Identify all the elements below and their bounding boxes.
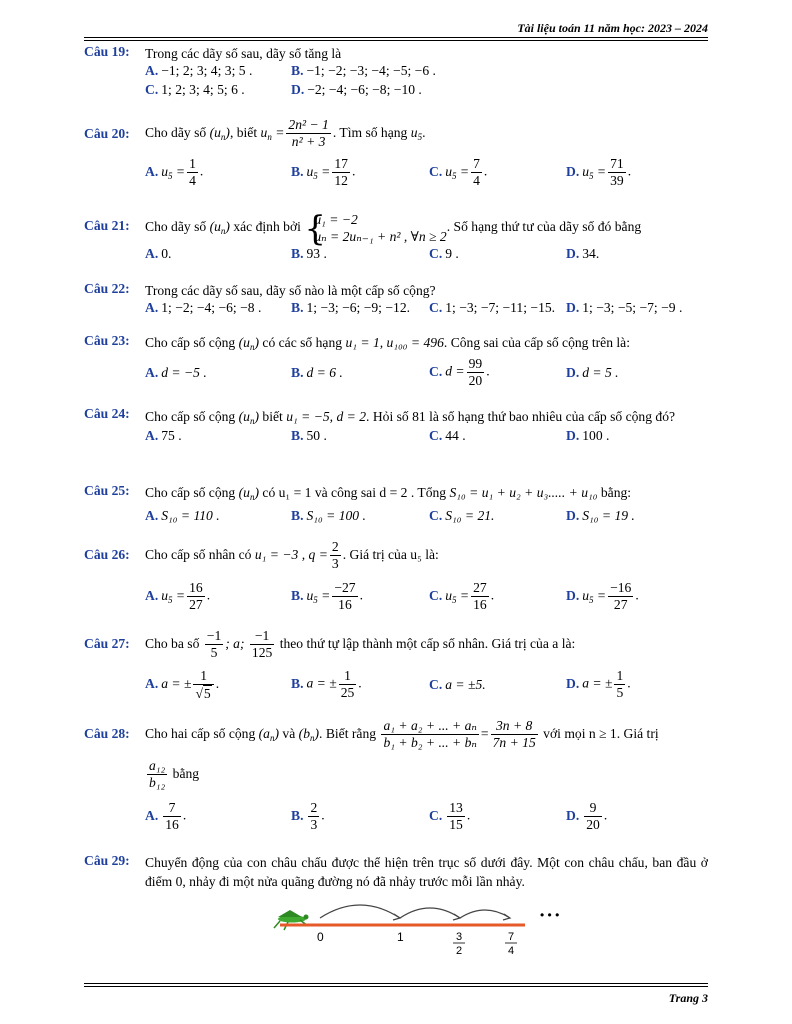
page-header xyxy=(84,18,708,40)
tick-label-7-4-num: 7 xyxy=(508,931,515,943)
question-label: Câu 22: xyxy=(84,281,130,296)
question-label: Câu 25: xyxy=(84,483,130,498)
question-label: Câu 20: xyxy=(84,126,130,141)
option-d: 71 xyxy=(610,156,624,172)
question-text: Cho cấp số nhân có u₁ = −3 , q = $\frac{2}{3}$ . Giá trị của u₅ là: xyxy=(145,539,439,572)
question-label: Câu 26: xyxy=(84,547,130,562)
jump-arc-3 xyxy=(460,910,510,918)
question-label: Câu 27: xyxy=(84,636,130,651)
question-24: Câu 24: Cho cấp số cộng $(u_n)$ biết u₁ = −5, d = 2. Hỏi số 81 là số hạng thứ bao nhiêu của cấp số cộng đó? A. 75 . B. 50 . C. 44 . D. 100 . xyxy=(84,406,708,447)
question-text: Trong các dãy số sau, dãy số nào là một cấp số cộng? xyxy=(145,283,436,298)
option-b: 93 . xyxy=(306,246,327,261)
question-20: Câu 20: Cho dãy số $(u_n)$, biết $u_n$ = $\frac{\text{2n² − 1}}{\text{n² + 3}}$ . Tìm số hạng $u_5$. A. $u_5$ = $\frac{1}{4}$ . B. $u_5$ = $\frac{17}{12}$ . C. $u_5$ = $\frac{7}{4}$ . D. $u_5$ = $\frac{71}{39}$ . xyxy=(84,116,708,194)
option-b: S₁₀ = 100 . xyxy=(306,508,366,523)
option-d: −2; −4; −6; −8; −10 . xyxy=(307,82,422,97)
option-c: 13 xyxy=(449,800,463,815)
option-b: 1 xyxy=(339,668,357,685)
option-c: 1; 2; 3; 4; 5; 6 . xyxy=(161,82,245,97)
footer-rule-thin xyxy=(84,983,708,984)
header-title: Tài liệu toán 11 năm học: 2023 – 2024 xyxy=(517,21,708,35)
page-footer xyxy=(84,983,708,1005)
option-a: S₁₀ = 110 . xyxy=(161,508,220,523)
header-rule xyxy=(84,37,708,38)
option-d: d = 5 . xyxy=(582,365,619,380)
option-c: 9 . xyxy=(445,246,459,261)
option-a: 1 xyxy=(189,156,196,172)
tick-label-1: 1 xyxy=(397,930,404,944)
question-22: Câu 22: Trong các dãy số sau, dãy số nào là một cấp số cộng? A. 1; −2; −4; −6; −8 . B. 1; −3; −6; −9; −12. C. 1; −3; −7; −11; −15. D. 1; −3; −5; −7; −9 . xyxy=(84,281,708,319)
question-label: Câu 19: xyxy=(84,44,130,59)
option-b: −1; −2; −3; −4; −5; −6 . xyxy=(306,63,436,78)
option-b: 50 . xyxy=(306,428,327,443)
page-number: Trang 3 xyxy=(668,991,708,1005)
question-text: Cho ba số $\frac{-1}{5}$ ; a; $\frac{-1}{125}$ theo thứ tự lập thành một cấp số nhân. Giá trị của a là: xyxy=(145,628,576,661)
option-d: 1 xyxy=(616,668,624,683)
question-28: Câu 28: Cho hai cấp số cộng $(a_n)$ và $(b_n)$. Biết rằng $\frac{\text{a₁ + a₂ + ... + aₙ}}{\text{b₁ + b₂ + ... + bₙ}}$ = $\frac{3n + 8}{7n + 15}$ với mọi n ≥ 1. Giá trị $\frac{\text{a₁₂}}{\text{b₁₂}}$ bằng A. $\frac{7}{16}$ . B. $\frac{2}{3}$ . C. $\frac{13}{15}$ . D. $\frac{9}{20}$ . xyxy=(84,716,708,840)
continuation-dots: • • • xyxy=(540,908,560,922)
option-d: S₁₀ = 19 . xyxy=(582,508,635,523)
option-b: 17 xyxy=(334,156,348,172)
question-21: Câu 21: Cho dãy số $(u_n)$ xác định bởi { u₁ = −2 uₙ = 2uₙ₋₁ + n² , ∀n ≥ 2 . Số hạng thứ tư của dãy số đó bằng A. 0. B. 93 . C. 9 . D. 34. xyxy=(84,208,708,265)
option-a: 16 xyxy=(189,580,203,596)
option-b: −27 xyxy=(334,580,356,596)
question-25: Câu 25: Cho cấp số cộng $(u_n)$ có u₁ = 1 và công sai d = 2 . Tổng S₁₀ = u₁ + u₂ + u₃..... + u₁₀ bằng: A. S₁₀ = 110 . B. S₁₀ = 100 . C. S₁₀ = 21. D. S₁₀ = 19 . xyxy=(84,483,708,527)
grasshopper-number-line xyxy=(270,898,590,958)
question-27: Câu 27: Cho ba số $\frac{-1}{5}$ ; a; $\frac{-1}{125}$ theo thứ tự lập thành một cấp số nhân. Giá trị của a là: A. a = ± $\frac{1}{√5}$ . B. a = ± $\frac{1}{25}$ . C. a = ±5. D. a = ± $\frac{1}{5}$ . xyxy=(84,626,708,708)
question-text: Chuyển động của con châu chấu được thể hiện trên trục số dưới đây. Một con châu chấu, ban đầu ở điểm 0, nhảy đi một nửa quãng đường nó đã nhảy trước mỗi lần nhảy. xyxy=(145,855,708,889)
question-text: Trong các dãy số sau, dãy số tăng là xyxy=(145,46,342,61)
option-b: d = 6 . xyxy=(306,365,343,380)
question-label: Câu 29: xyxy=(84,853,130,868)
option-c: 1; −3; −7; −11; −15. xyxy=(445,300,556,315)
footer-rule xyxy=(84,986,708,987)
question-text-cont: $\frac{\text{a₁₂}}{\text{b₁₂}}$ bằng xyxy=(149,758,200,791)
tick-label-3-2-den: 2 xyxy=(456,945,463,957)
question-text: Cho hai cấp số cộng $(a_n)$ và $(b_n)$. Biết rằng $\frac{\text{a₁ + a₂ + ... + aₙ}}{\text{b₁ + b₂ + ... + bₙ}}$ = $\frac{3n + 8}{7n + 15}$ với mọi n ≥ 1. Giá trị xyxy=(145,718,659,751)
option-a: 1; −2; −4; −6; −8 . xyxy=(161,300,262,315)
option-a: d = −5 . xyxy=(161,365,207,380)
option-a: 0. xyxy=(161,246,172,261)
question-label: Câu 23: xyxy=(84,333,130,348)
option-d: −16 xyxy=(610,580,632,596)
option-c: a = ±5. xyxy=(445,677,486,692)
question-label: Câu 28: xyxy=(84,726,130,741)
tick-label-0: 0 xyxy=(317,930,324,944)
option-a: 1 xyxy=(193,668,213,685)
question-label: Câu 21: xyxy=(84,218,130,233)
question-19: Câu 19: Trong các dãy số sau, dãy số tăng là A. −1; 2; 3; 4; 3; 5 . B. −1; −2; −3; −4; −5; −6 . C. 1; 2; 3; 4; 5; 6 . D. −2; −4; −6; −8; −10 . xyxy=(84,44,708,101)
jump-arc-2 xyxy=(400,908,460,918)
question-text: Cho dãy số $(u_n)$ xác định bởi { u₁ = −2 uₙ = 2uₙ₋₁ + n² , ∀n ≥ 2 . Số hạng thứ tư của dãy số đó bằng xyxy=(145,208,642,249)
jump-arc-1 xyxy=(320,905,400,918)
option-a: 7 xyxy=(163,800,181,817)
question-29 xyxy=(84,853,708,891)
grasshopper-icon xyxy=(274,910,309,930)
option-c: 27 xyxy=(473,580,487,596)
header-rule-thin xyxy=(84,40,708,41)
option-d: 1; −3; −5; −7; −9 . xyxy=(582,300,683,315)
option-c: 99 xyxy=(468,356,483,371)
question-label: Câu 24: xyxy=(84,406,130,421)
option-d: 9 xyxy=(584,800,602,817)
option-c: 7 xyxy=(473,156,480,172)
option-d: 34. xyxy=(582,246,600,261)
question-text: Cho cấp số cộng $(u_n)$ có u₁ = 1 và công sai d = 2 . Tổng S₁₀ = u₁ + u₂ + u₃..... + u₁₀ bằng: xyxy=(145,485,632,502)
recurrence-system: { u₁ = −2 uₙ = 2uₙ₋₁ + n² , ∀n ≥ 2 xyxy=(304,208,447,249)
question-26: Câu 26: Cho cấp số nhân có u₁ = −3 , q = $\frac{2}{3}$ . Giá trị của u₅ là: A. $u_5$ = $\frac{16}{27}$ . B. $u_5$ = $\frac{-27}{16}$ . C. $u_5$ = $\frac{27}{16}$ . D. $u_5$ = $\frac{-16}{27}$ . xyxy=(84,538,708,620)
question-23: Câu 23: Cho cấp số cộng $(u_n)$ có các số hạng u₁ = 1, u₁₀₀ = 496. Công sai của cấp số cộng trên là: A. d = −5 . B. d = 6 . C. d = $\frac{99}{20}$ . D. d = 5 . xyxy=(84,333,708,396)
question-text: Cho cấp số cộng $(u_n)$ có các số hạng u₁ = 1, u₁₀₀ = 496. Công sai của cấp số cộng trên là: xyxy=(145,335,630,352)
option-d: 100 . xyxy=(582,428,610,443)
question-text: Cho cấp số cộng $(u_n)$ biết u₁ = −5, d = 2. Hỏi số 81 là số hạng thứ bao nhiêu của cấp số cộng đó? xyxy=(145,409,676,426)
option-a: 75 . xyxy=(161,428,182,443)
option-c: S₁₀ = 21. xyxy=(445,508,495,523)
option-b: 2 xyxy=(310,800,318,815)
option-a: −1; 2; 3; 4; 3; 5 . xyxy=(161,63,253,78)
option-b: 1; −3; −6; −9; −12. xyxy=(306,300,411,315)
option-c: 44 . xyxy=(445,428,466,443)
tick-label-7-4-den: 4 xyxy=(508,945,515,957)
tick-label-3-2-num: 3 xyxy=(456,931,463,943)
question-text: Cho dãy số $(u_n)$, biết $u_n$ = $\frac{\text{2n² − 1}}{\text{n² + 3}}$ . Tìm số hạng $u_5$. xyxy=(145,117,426,150)
